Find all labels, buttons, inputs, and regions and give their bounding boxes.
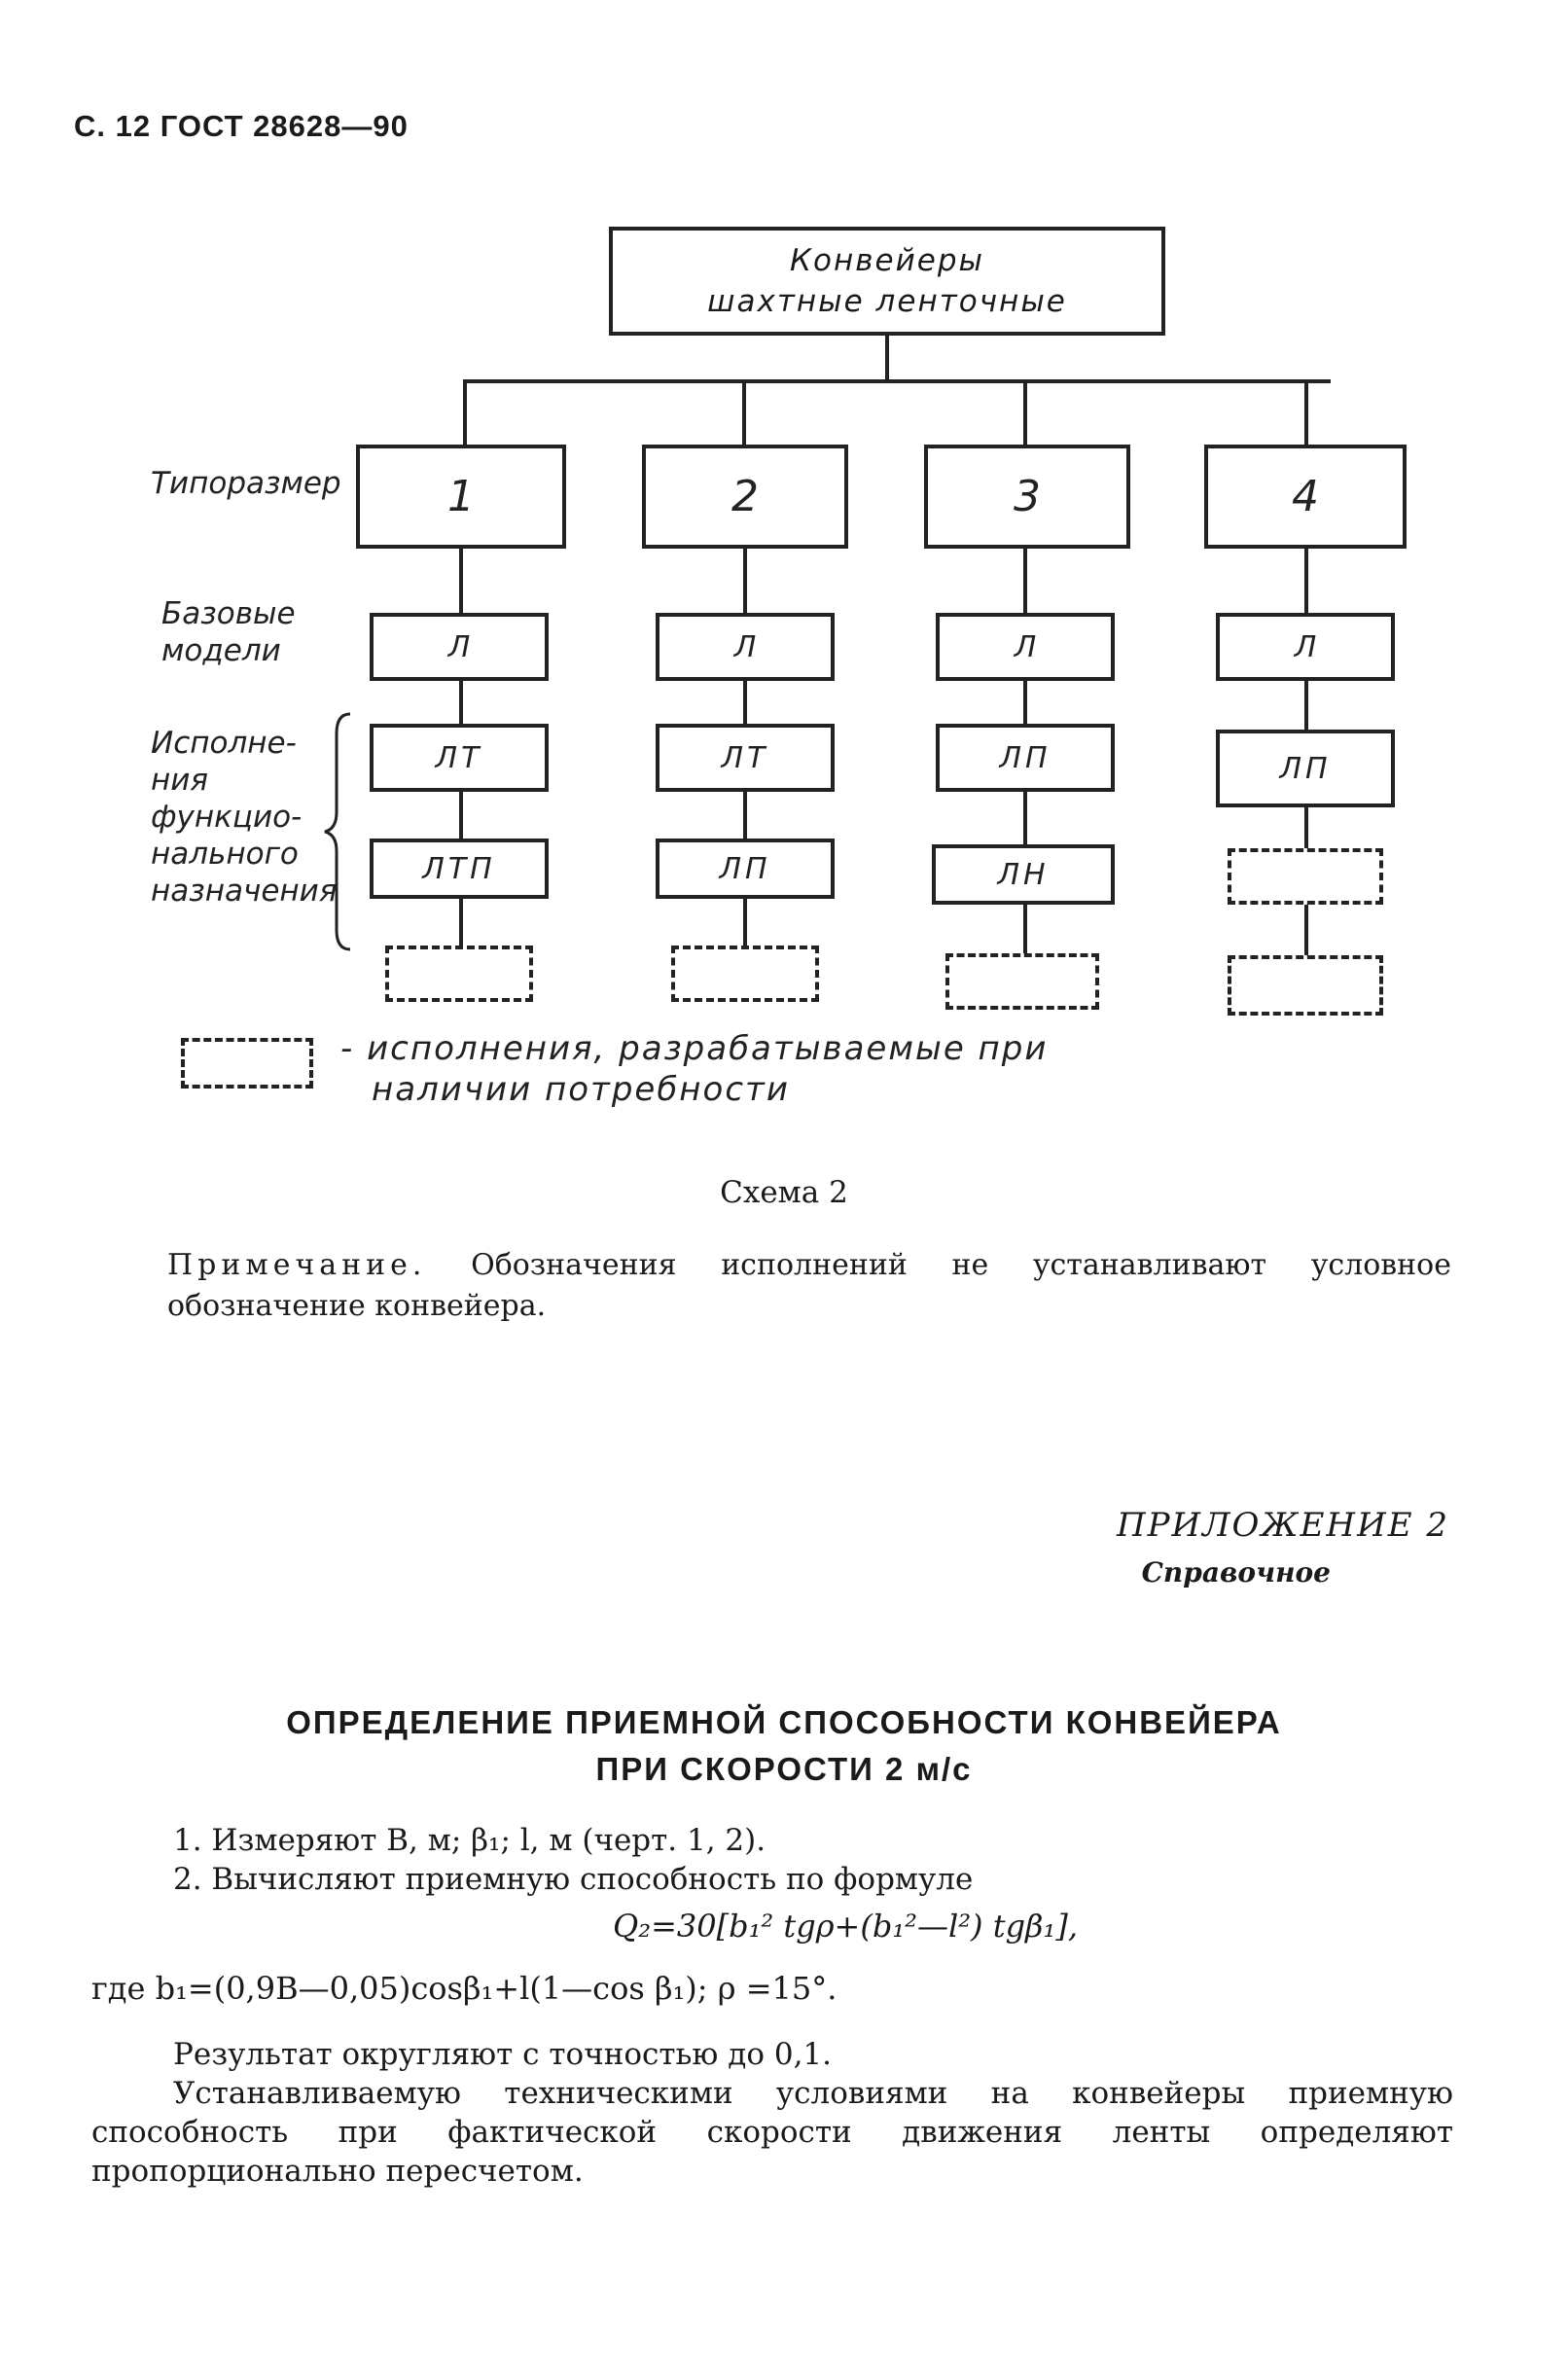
branch-4 bbox=[1304, 379, 1308, 445]
rounding-text: Результат округляют с точностью до 0,1. bbox=[173, 2037, 833, 2072]
col1-link-b bbox=[459, 681, 463, 724]
variant-label-2-2: ЛП bbox=[719, 851, 771, 886]
col2-link-b bbox=[743, 681, 747, 724]
base-label-2: Л bbox=[733, 629, 757, 664]
legend-dashed-box bbox=[181, 1038, 313, 1089]
col4-link-a bbox=[1304, 549, 1308, 613]
size-box-1 bbox=[356, 445, 566, 549]
final-paragraph: Устанавливаемую техническими условиями на конвейеры приемную способность при фактической скорости движения ленты определяют пропорционально пересчетом. bbox=[91, 2076, 1453, 2189]
root-line-2: шахтные ленточные bbox=[707, 284, 1067, 319]
col1-link-c bbox=[459, 792, 463, 839]
variant-box-1-1 bbox=[370, 724, 549, 792]
branch-1 bbox=[463, 379, 467, 445]
variant-box-2-2 bbox=[656, 839, 835, 899]
step-1: 1. Измеряют B, м; β₁; l, м (черт. 1, 2). bbox=[173, 1823, 766, 1858]
variant-label-1-2: ЛТП bbox=[422, 851, 496, 886]
root-stem bbox=[885, 336, 889, 381]
note-label: Примечание. bbox=[167, 1248, 427, 1282]
variant-box-1-2 bbox=[370, 839, 549, 899]
label-exec-2: ния bbox=[151, 763, 209, 798]
root-crossbar bbox=[463, 379, 1331, 383]
future-box-2 bbox=[671, 946, 819, 1002]
col4-link-d bbox=[1304, 905, 1308, 955]
label-exec-5: назначения bbox=[151, 874, 338, 909]
variant-box-4-1 bbox=[1216, 730, 1395, 807]
branch-3 bbox=[1023, 379, 1027, 445]
base-label-1: Л bbox=[447, 629, 471, 664]
root-line-1: Конвейеры bbox=[790, 243, 984, 278]
note-text: Обозначения исполнений не устанавливают условное обозначение конвейера. bbox=[167, 1248, 1451, 1323]
base-box-1 bbox=[370, 613, 549, 681]
variant-label-2-1: ЛТ bbox=[721, 740, 769, 775]
root-box bbox=[609, 227, 1165, 336]
variant-label-4-1: ЛП bbox=[1279, 751, 1332, 786]
legend-line-2: наличии потребности bbox=[372, 1070, 790, 1109]
variant-box-2-1 bbox=[656, 724, 835, 792]
future-box-1 bbox=[385, 946, 533, 1002]
size-box-3 bbox=[924, 445, 1130, 549]
scheme-caption: Схема 2 bbox=[720, 1175, 848, 1210]
size-box-4 bbox=[1204, 445, 1407, 549]
label-base-2: модели bbox=[161, 633, 281, 668]
col4-link-b bbox=[1304, 681, 1308, 730]
exec-brace bbox=[321, 710, 360, 953]
size-label-2: 2 bbox=[731, 472, 759, 521]
section-heading-line-1: ОПРЕДЕЛЕНИЕ ПРИЕМНОЙ СПОСОБНОСТИ КОНВЕЙЕРА bbox=[286, 1704, 1282, 1740]
formula-main: Q₂=30[b₁² tgρ+(b₁²—l²) tgβ₁], bbox=[613, 1908, 1079, 1945]
label-exec-1: Исполне- bbox=[151, 726, 297, 761]
formula-where: где b₁=(0,9B—0,05)cosβ₁+l(1—cos β₁); ρ =15°. bbox=[91, 1970, 837, 2007]
label-exec-3: функцио- bbox=[151, 800, 303, 835]
page-header: С. 12 ГОСТ 28628—90 bbox=[74, 109, 409, 143]
size-label-3: 3 bbox=[1014, 472, 1041, 521]
variant-box-3-2 bbox=[932, 844, 1115, 905]
base-box-2 bbox=[656, 613, 835, 681]
future-box-3 bbox=[945, 953, 1099, 1010]
col3-link-d bbox=[1023, 905, 1027, 953]
branch-2 bbox=[742, 379, 746, 445]
col3-link-c bbox=[1023, 792, 1027, 844]
label-exec-4: нального bbox=[151, 837, 299, 872]
appendix-subtitle: Справочное bbox=[1141, 1556, 1331, 1589]
col3-link-a bbox=[1023, 549, 1027, 613]
size-box-2 bbox=[642, 445, 848, 549]
size-label-1: 1 bbox=[447, 472, 475, 521]
base-box-4 bbox=[1216, 613, 1395, 681]
size-label-4: 4 bbox=[1292, 472, 1319, 521]
appendix-title: ПРИЛОЖЕНИЕ 2 bbox=[1116, 1506, 1449, 1545]
label-base-1: Базовые bbox=[161, 596, 296, 631]
legend-line-1: - исполнения, разрабатываемые при bbox=[340, 1029, 1049, 1068]
col4-link-c bbox=[1304, 807, 1308, 848]
section-heading-line-2: ПРИ СКОРОСТИ 2 м/с bbox=[595, 1751, 973, 1787]
base-label-4: Л bbox=[1294, 629, 1317, 664]
col2-link-d bbox=[743, 899, 747, 946]
col1-link-a bbox=[459, 549, 463, 613]
step-2: 2. Вычисляют приемную способность по формуле bbox=[173, 1862, 974, 1897]
col3-link-b bbox=[1023, 681, 1027, 724]
variant-label-3-2: ЛН bbox=[997, 857, 1050, 892]
base-box-3 bbox=[936, 613, 1115, 681]
future-box-4a bbox=[1228, 848, 1383, 905]
col1-link-d bbox=[459, 899, 463, 946]
note-paragraph bbox=[167, 1245, 1451, 1327]
label-size: Типоразмер bbox=[151, 466, 341, 501]
col2-link-c bbox=[743, 792, 747, 839]
col2-link-a bbox=[743, 549, 747, 613]
scheme-diagram bbox=[0, 0, 1568, 1119]
base-label-3: Л bbox=[1014, 629, 1037, 664]
variant-box-3-1 bbox=[936, 724, 1115, 792]
future-box-4b bbox=[1228, 955, 1383, 1016]
variant-label-3-1: ЛП bbox=[999, 740, 1051, 775]
variant-label-1-1: ЛТ bbox=[435, 740, 483, 775]
